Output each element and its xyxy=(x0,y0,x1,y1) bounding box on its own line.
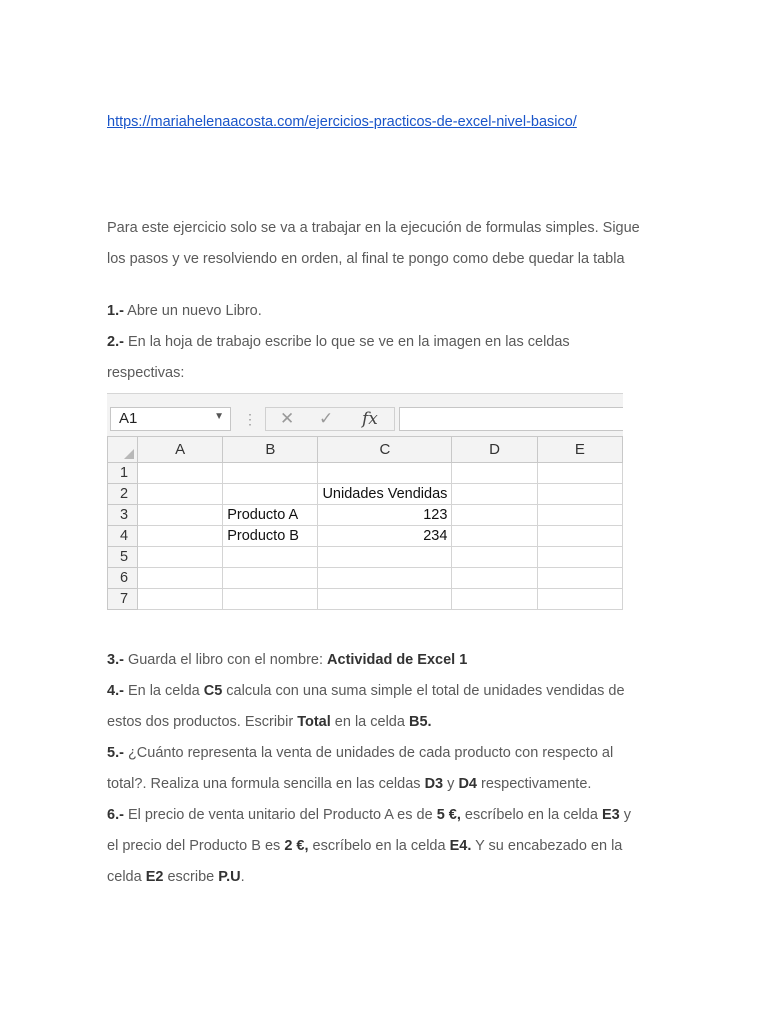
step-6-cont-2: celda E2 escribe P.U. xyxy=(107,869,245,885)
intro-paragraph xyxy=(107,213,687,275)
cell-a1[interactable] xyxy=(138,463,223,484)
cell-d4[interactable] xyxy=(452,526,537,547)
cell-b3[interactable]: Producto A xyxy=(223,505,318,526)
row-header-4[interactable]: 4 xyxy=(108,526,138,547)
sheet-row xyxy=(108,505,623,526)
enter-icon[interactable]: ✓ xyxy=(319,409,334,428)
cell-a7[interactable] xyxy=(138,589,223,610)
steps-1-2 xyxy=(107,296,687,389)
cell-a6[interactable] xyxy=(138,568,223,589)
cell-b1[interactable] xyxy=(223,463,318,484)
row-header-3[interactable]: 3 xyxy=(108,505,138,526)
formula-buttons xyxy=(265,407,395,431)
row-header-1[interactable]: 1 xyxy=(108,463,138,484)
select-all-corner[interactable] xyxy=(108,437,138,463)
more-icon: ⋮ xyxy=(243,411,257,427)
cell-e3[interactable] xyxy=(537,505,622,526)
cell-d2[interactable] xyxy=(452,484,537,505)
row-header-2[interactable]: 2 xyxy=(108,484,138,505)
cell-c7[interactable] xyxy=(318,589,452,610)
chevron-down-icon[interactable]: ▼ xyxy=(214,411,224,422)
cell-e7[interactable] xyxy=(537,589,622,610)
spreadsheet-grid xyxy=(107,436,623,610)
step-6: 6.- El precio de venta unitario del Producto A es de 5 €, escríbelo en la celda E3 y xyxy=(107,807,631,823)
cell-e2[interactable] xyxy=(537,484,622,505)
sheet-row xyxy=(108,589,623,610)
cell-d1[interactable] xyxy=(452,463,537,484)
cell-c2[interactable]: Unidades Vendidas xyxy=(318,484,452,505)
row-header-6[interactable]: 6 xyxy=(108,568,138,589)
cell-b7[interactable] xyxy=(223,589,318,610)
cell-e5[interactable] xyxy=(537,547,622,568)
cancel-icon[interactable]: ✕ xyxy=(280,409,295,428)
cell-e4[interactable] xyxy=(537,526,622,547)
sheet-row xyxy=(108,547,623,568)
row-header-7[interactable]: 7 xyxy=(108,589,138,610)
sheet-row xyxy=(108,526,623,547)
step-6-cont: el precio del Producto B es 2 €, escríbelo en la celda E4. Y su encabezado en la xyxy=(107,838,623,854)
cell-e6[interactable] xyxy=(537,568,622,589)
formula-input[interactable] xyxy=(399,407,623,431)
cell-c4[interactable]: 234 xyxy=(318,526,452,547)
source-link[interactable]: https://mariahelenaacosta.com/ejercicios-practicos-de-excel-nivel-basico/ xyxy=(107,114,577,130)
column-header-a[interactable]: A xyxy=(138,437,223,463)
cell-a2[interactable] xyxy=(138,484,223,505)
cell-d5[interactable] xyxy=(452,547,537,568)
sheet-row xyxy=(108,568,623,589)
cell-a3[interactable] xyxy=(138,505,223,526)
function-icon[interactable]: fx xyxy=(362,409,378,429)
step-1: 1.- Abre un nuevo Libro. xyxy=(107,303,262,319)
column-header-c[interactable]: C xyxy=(318,437,452,463)
cell-d3[interactable] xyxy=(452,505,537,526)
cell-d6[interactable] xyxy=(452,568,537,589)
sheet-row xyxy=(108,463,623,484)
cell-a5[interactable] xyxy=(138,547,223,568)
cell-b6[interactable] xyxy=(223,568,318,589)
cell-b2[interactable] xyxy=(223,484,318,505)
intro-line-2: los pasos y ve resolviendo en orden, al final te pongo como debe quedar la tabla xyxy=(107,251,625,267)
cell-c5[interactable] xyxy=(318,547,452,568)
cell-c3[interactable]: 123 xyxy=(318,505,452,526)
name-box[interactable]: A1 ▼ xyxy=(110,407,231,431)
step-2-cont: respectivas: xyxy=(107,365,185,381)
column-header-b[interactable]: B xyxy=(223,437,318,463)
cell-a4[interactable] xyxy=(138,526,223,547)
step-4: 4.- En la celda C5 calcula con una suma simple el total de unidades vendidas de xyxy=(107,683,625,699)
cell-e1[interactable] xyxy=(537,463,622,484)
step-2: 2.- En la hoja de trabajo escribe lo que se ve en la imagen en las celdas xyxy=(107,334,570,350)
cell-c1[interactable] xyxy=(318,463,452,484)
step-5: 5.- ¿Cuánto representa la venta de unidades de cada producto con respecto al xyxy=(107,745,614,761)
steps-3-6 xyxy=(107,645,687,893)
step-4-cont: estos dos productos. Escribir Total en la celda B5. xyxy=(107,714,432,730)
row-header-5[interactable]: 5 xyxy=(108,547,138,568)
column-header-d[interactable]: D xyxy=(452,437,537,463)
formula-bar xyxy=(107,393,623,437)
cell-b5[interactable] xyxy=(223,547,318,568)
cell-c6[interactable] xyxy=(318,568,452,589)
column-header-e[interactable]: E xyxy=(537,437,622,463)
cell-d7[interactable] xyxy=(452,589,537,610)
step-3: 3.- Guarda el libro con el nombre: Actividad de Excel 1 xyxy=(107,652,468,668)
cell-b4[interactable]: Producto B xyxy=(223,526,318,547)
step-5-cont: total?. Realiza una formula sencilla en las celdas D3 y D4 respectivamente. xyxy=(107,776,592,792)
intro-line-1: Para este ejercicio solo se va a trabajar en la ejecución de formulas simples. Sigue xyxy=(107,220,640,236)
sheet-row xyxy=(108,484,623,505)
excel-screenshot xyxy=(107,393,623,617)
